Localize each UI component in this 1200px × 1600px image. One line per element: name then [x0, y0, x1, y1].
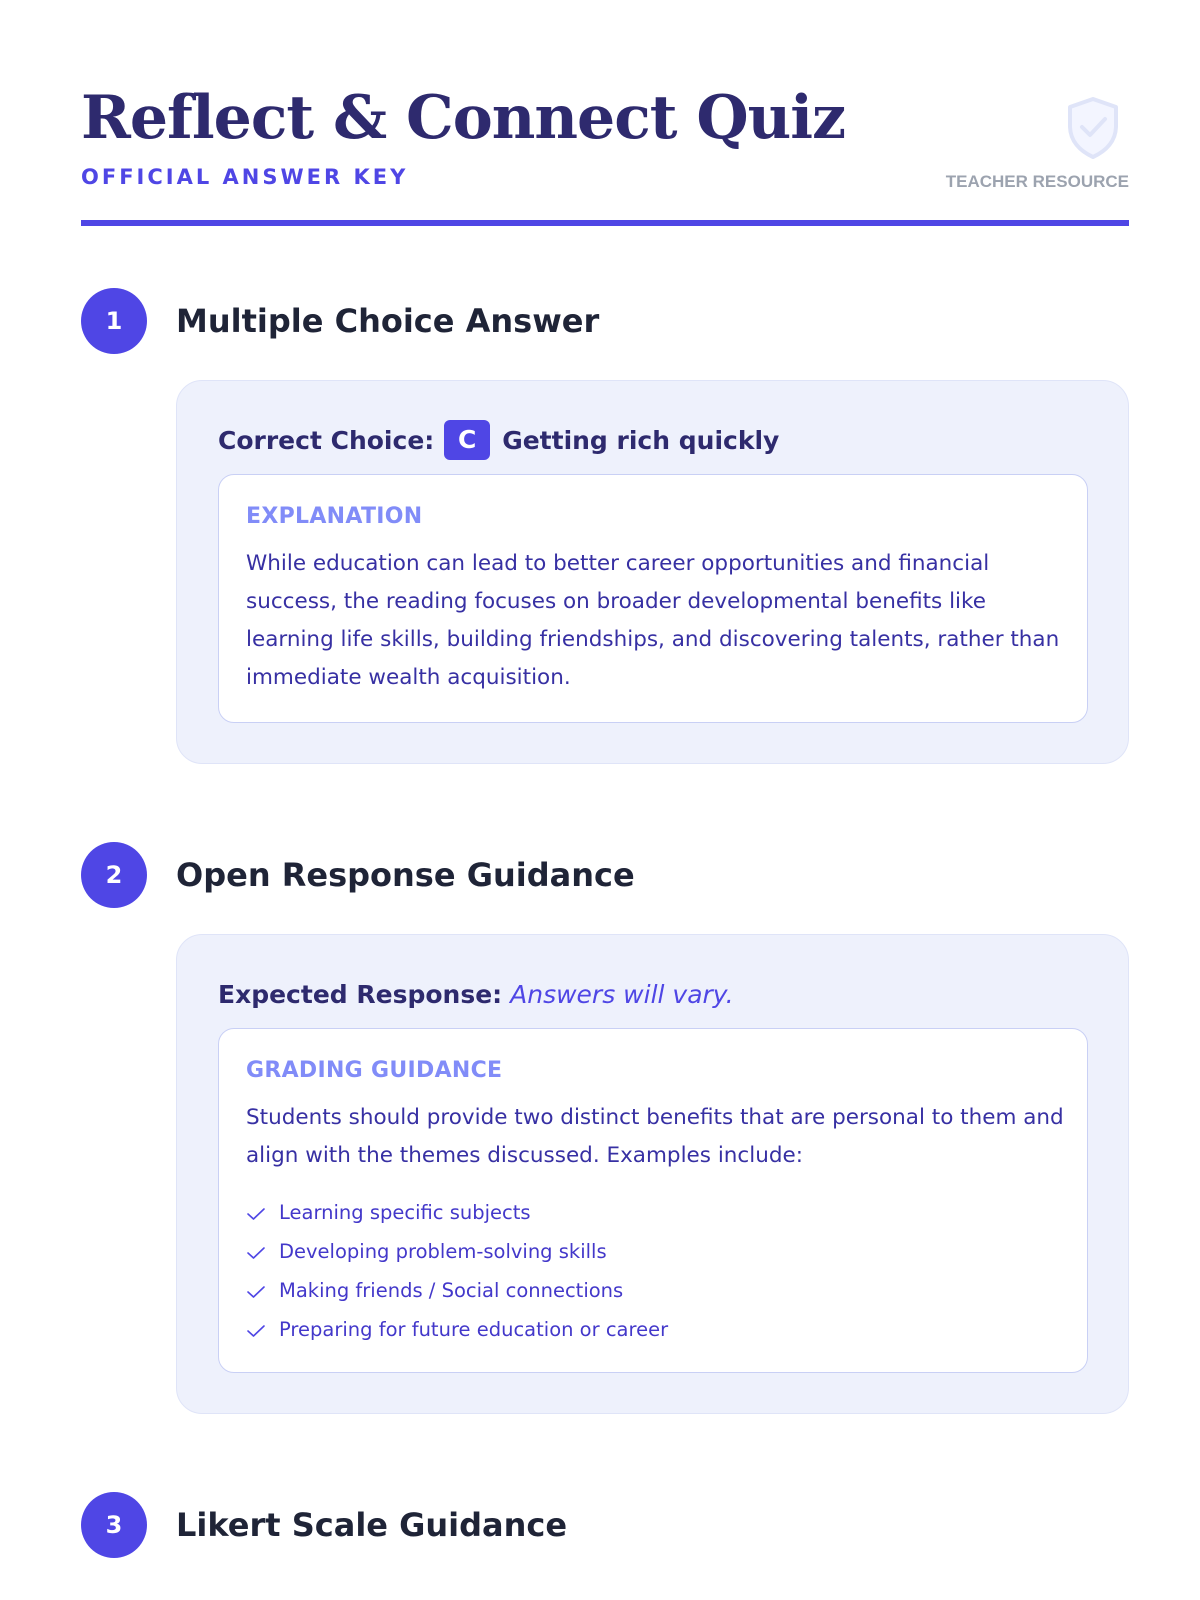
section-2-header — [81, 842, 1129, 910]
check-icon — [246, 1246, 266, 1260]
section-number-badge: 1 — [81, 288, 147, 354]
multiple-choice-card — [176, 380, 1129, 764]
list-item — [246, 1276, 668, 1315]
explanation-text: While education can lead to better career opportunities and financial success, the reading focuses on broader developmental benefits like learning life skills, building friendships, and discovering talents, rather than immediate wealth acquisition. — [246, 551, 1060, 690]
section-title: Open Response Guidance — [176, 856, 635, 894]
section-3-header — [81, 1492, 1129, 1560]
section-title: Multiple Choice Answer — [176, 302, 600, 340]
page-subtitle: OFFICIAL ANSWER KEY — [81, 165, 409, 189]
explanation-box — [218, 474, 1088, 723]
answer-key-page — [81, 0, 1129, 1600]
example-text: Making friends / Social connections — [279, 1279, 624, 1302]
section-1-header — [81, 288, 1129, 356]
correct-choice-line — [218, 423, 779, 460]
check-icon — [246, 1324, 266, 1338]
page-header — [81, 78, 1129, 228]
list-item — [246, 1198, 668, 1237]
teacher-resource-label: TEACHER RESOURCE — [945, 172, 1129, 191]
expected-response-label: Expected Response: — [218, 980, 503, 1009]
grading-guidance-text: Students should provide two distinct benefits that are personal to them and align with the themes discussed. Examples include: — [246, 1105, 1064, 1168]
explanation-label: EXPLANATION — [246, 504, 423, 529]
example-text: Developing problem-solving skills — [279, 1240, 607, 1263]
examples-list — [246, 1198, 668, 1354]
correct-choice-text: Getting rich quickly — [502, 426, 780, 455]
expected-response-line — [218, 977, 734, 1013]
page-title: Reflect & Connect Quiz — [81, 83, 846, 153]
example-text: Preparing for future education or career — [279, 1318, 669, 1341]
list-item — [246, 1237, 668, 1276]
section-number-badge: 3 — [81, 1492, 147, 1558]
check-icon — [246, 1207, 266, 1221]
section-title: Likert Scale Guidance — [176, 1506, 568, 1544]
list-item — [246, 1315, 668, 1354]
correct-choice-label: Correct Choice: — [218, 426, 435, 455]
expected-response-value: Answers will vary. — [510, 980, 734, 1009]
grading-guidance-label: GRADING GUIDANCE — [246, 1058, 503, 1083]
check-icon — [246, 1285, 266, 1299]
header-divider — [81, 220, 1129, 226]
choice-letter-badge: C — [444, 420, 490, 460]
shield-check-icon — [1065, 96, 1121, 160]
example-text: Learning specific subjects — [279, 1201, 531, 1224]
open-response-card — [176, 934, 1129, 1414]
grading-guidance-box — [218, 1028, 1088, 1373]
section-number-badge: 2 — [81, 842, 147, 908]
